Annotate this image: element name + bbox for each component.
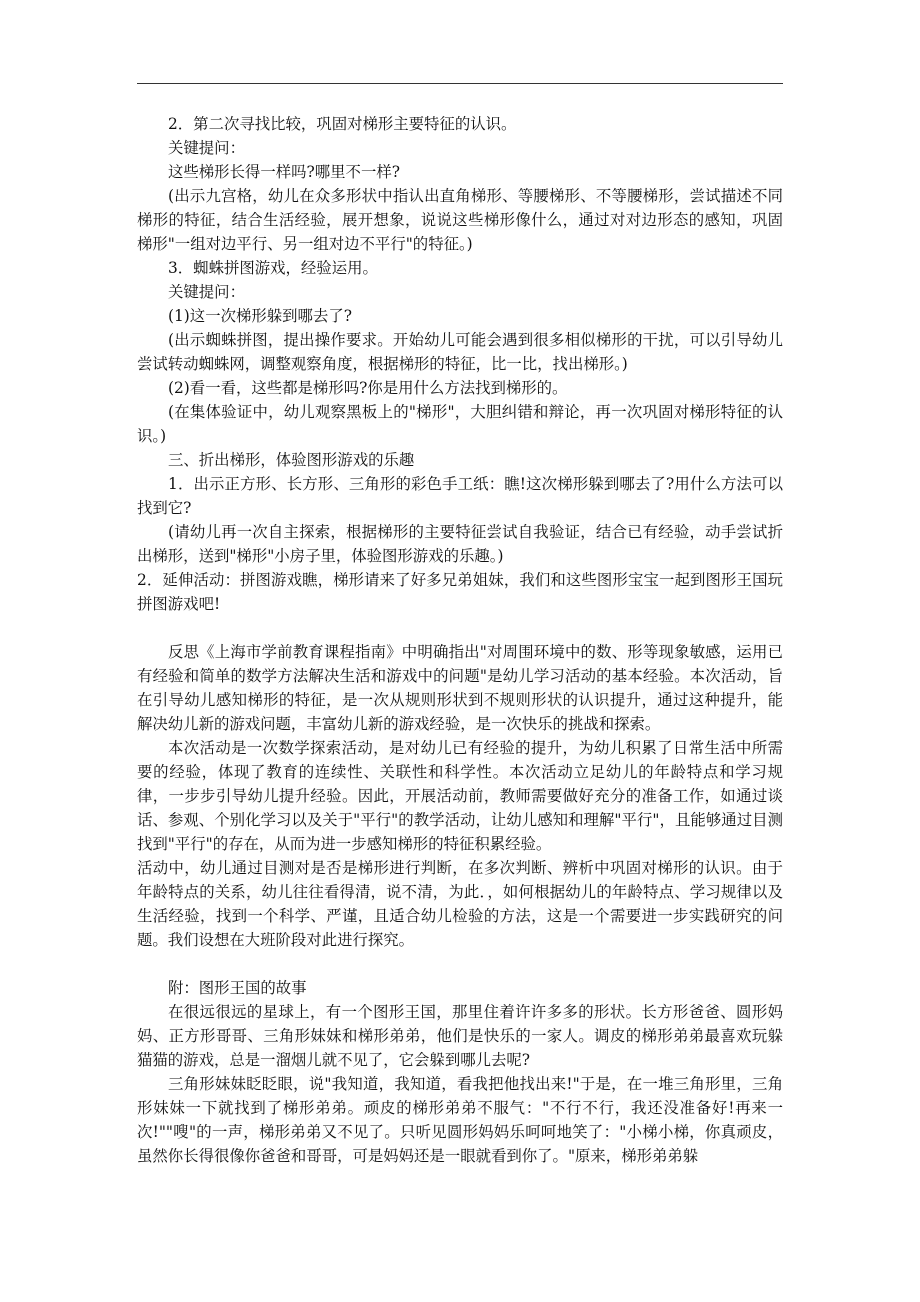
- step-3-heading: 3．蜘蛛拼图游戏，经验运用。: [168, 259, 378, 277]
- document-body: [137, 112, 783, 1168]
- folding-step-1: 1．出示正方形、长方形、三角形的彩色手工纸：瞧!这次梯形躲到哪去了?用什么方法可以找到它?: [137, 475, 783, 517]
- key-question-label: 关键提问：: [168, 283, 245, 301]
- section-3-heading: 三、折出梯形，体验图形游戏的乐趣: [168, 451, 415, 469]
- spider-puzzle-note: (出示蜘蛛拼图，提出操作要求。开始幼儿可能会遇到很多相似梯形的干扰，可以引导幼儿尝试转动蜘蛛网，调整观察角度，根据梯形的特征，比一比，找出梯形。): [137, 331, 783, 373]
- key-question-label: 关键提问：: [168, 139, 245, 157]
- reflection-paragraph: 反思《上海市学前教育课程指南》中明确指出"对周围环境中的数、形等现象敏感，运用已有经验和简单的数学方法解决生活和游戏中的问题"是幼儿学习活动的基本经验。本次活动，旨在引导幼儿感知梯形的特征，是一次从规则形状到不规则形状的认识提升，通过这种提升，能解决幼儿新的游戏问题，丰富幼儿新的游戏经验，是一次快乐的挑战和探索。: [137, 643, 783, 733]
- story-paragraph-2: 三角形妹妹眨眨眼，说"我知道，我知道，看我把他找出来!"于是，在一堆三角形里，三角形妹妹一下就找到了梯形弟弟。顽皮的梯形弟弟不服气："不行不行，我还没准备好!再来一次!""嗖"的一声，梯形弟弟又不见了。只听见圆形妈妈乐呵呵地笑了："小梯小梯，你真顽皮，虽然你长得很像你爸爸和哥哥，可是妈妈还是一眼就看到你了。"原来，梯形弟弟躲: [137, 1075, 783, 1165]
- analysis-paragraph: 本次活动是一次数学探索活动，是对幼儿已有经验的提升，为幼儿积累了日常生活中所需要的经验，体现了教育的连续性、关联性和科学性。本次活动立足幼儿的年龄特点和学习规律，一步步引导幼儿提升经验。因此，开展活动前，教师需要做好充分的准备工作，如通过谈话、参观、个别化学习以及关于"平行"的教学活动，让幼儿感知和理解"平行"，且能够通过目测找到"平行"的存在，从而为进一步感知梯形的特征积累经验。: [137, 739, 783, 853]
- question-text: 这些梯形长得一样吗?哪里不一样?: [168, 163, 400, 181]
- question-1: (1)这一次梯形躲到哪去了?: [168, 307, 352, 325]
- nine-grid-note: (出示九宫格，幼儿在众多形状中指认出直角梯形、等腰梯形、不等腰梯形，尝试描述不同梯形的特征，结合生活经验，展开想象，说说这些梯形像什么，通过对对边形态的感知，巩固梯形"一组对边平行、另一组对边不平行"的特征。): [137, 187, 783, 253]
- header-rule: [137, 83, 783, 84]
- question-2: (2)看一看，这些都是梯形吗?你是用什么方法找到梯形的。: [168, 379, 568, 397]
- appendix-title: 附：图形王国的故事: [168, 979, 307, 997]
- extension-activity: 2．延伸活动：拼图游戏瞧，梯形请来了好多兄弟姐妹，我们和这些图形宝宝一起到图形王国玩拼图游戏吧!: [137, 571, 783, 613]
- folding-note: (请幼儿再一次自主探索，根据梯形的主要特征尝试自我验证，结合已有经验，动手尝试折出梯形，送到"梯形"小房子里，体验图形游戏的乐趣。): [137, 523, 783, 565]
- verification-note: (在集体验证中，幼儿观察黑板上的"梯形"，大胆纠错和辩论，再一次巩固对梯形特征的认识。): [137, 403, 783, 445]
- activity-paragraph: 活动中，幼儿通过目测对是否是梯形进行判断，在多次判断、辨析中巩固对梯形的认识。由于年龄特点的关系，幼儿往往看得清，说不清，为此．，如何根据幼儿的年龄特点、学习规律以及生活经验，找到一个科学、严谨，且适合幼儿检验的方法，这是一个需要进一步实践研究的问题。我们设想在大班阶段对此进行探究。: [137, 859, 783, 949]
- story-paragraph-1: 在很远很远的星球上，有一个图形王国，那里住着许许多多的形状。长方形爸爸、圆形妈妈、正方形哥哥、三角形妹妹和梯形弟弟，他们是快乐的一家人。调皮的梯形弟弟最喜欢玩躲猫猫的游戏，总是一溜烟儿就不见了，它会躲到哪儿去呢?: [137, 1003, 783, 1069]
- step-2-heading: 2．第二次寻找比较，巩固对梯形主要特征的认识。: [168, 115, 517, 133]
